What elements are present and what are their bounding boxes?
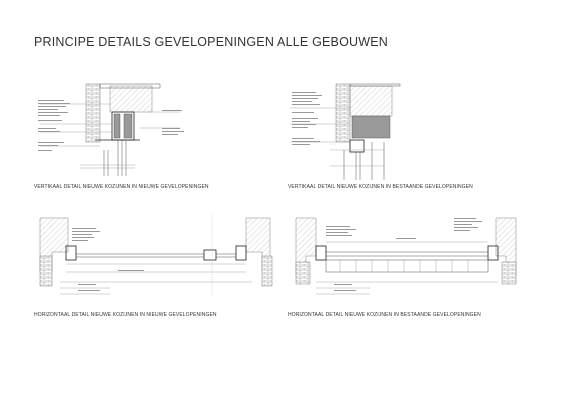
detail-horizontal-new-openings [40, 214, 272, 296]
detail-vertical-existing-openings [290, 84, 400, 180]
page-title: PRINCIPE DETAILS GEVELOPENINGEN ALLE GEBOUWEN [34, 35, 389, 49]
caption-horizontal-new: HORIZONTAAL DETAIL NIEUWE KOZIJNEN IN NIEUWE GEVELOPENINGEN [34, 312, 217, 318]
detail-vertical-new-openings [38, 84, 184, 176]
caption-vertical-new: VERTIKAAL DETAIL NIEUWE KOZIJNEN IN NIEUWE GEVELOPENINGEN [34, 184, 209, 190]
caption-vertical-existing: VERTIKAAL DETAIL NIEUWE KOZIJNEN IN BESTAANDE GEVELOPENINGEN [288, 184, 473, 190]
caption-horizontal-existing: HORIZONTAAL DETAIL NIEUWE KOZIJNEN IN BESTAANDE GEVELOPENINGEN [288, 312, 481, 318]
detail-horizontal-existing-openings [296, 218, 516, 294]
